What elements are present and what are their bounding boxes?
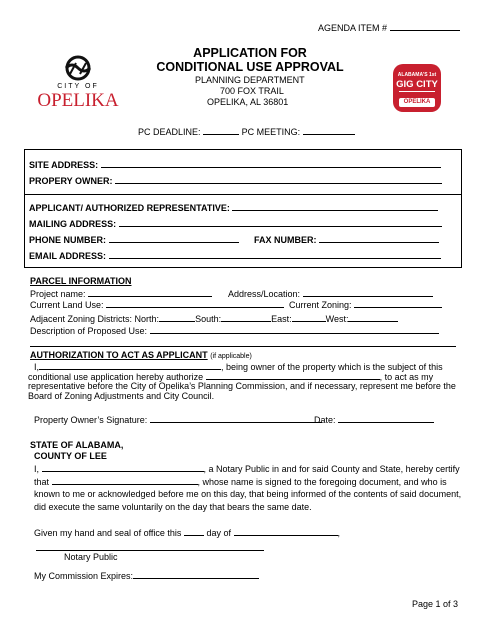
logo-city-of: CITY OF	[57, 83, 99, 90]
fax-number-field[interactable]	[319, 234, 439, 243]
zoning-north-field[interactable]	[159, 313, 195, 322]
page-title-line2: CONDITIONAL USE APPROVAL	[156, 60, 344, 74]
zoning-east-field[interactable]	[292, 313, 326, 322]
proposed-use-field[interactable]	[150, 325, 439, 334]
email-address-field[interactable]	[109, 250, 441, 259]
agenda-item-blank[interactable]	[390, 22, 460, 31]
owner-name-field[interactable]	[39, 361, 221, 370]
commission-expires-row: My Commission Expires:	[34, 570, 259, 582]
zoning-west-field[interactable]	[348, 313, 398, 322]
project-name-field[interactable]	[88, 288, 212, 297]
page-title-line1: APPLICATION FOR	[193, 46, 307, 60]
email-row: EMAIL ADDRESS:	[29, 250, 441, 262]
badge-top-text: ALABAMA'S 1st	[397, 72, 437, 78]
department-name: PLANNING DEPARTMENT	[195, 75, 305, 85]
site-address-row: SITE ADDRESS:	[29, 159, 441, 171]
gig-city-badge	[393, 64, 441, 112]
page-number: Page 1 of 3	[412, 599, 459, 609]
project-name-row: Project name:	[30, 288, 212, 300]
signature-date-field[interactable]	[338, 414, 434, 423]
given-month-year-field[interactable]	[234, 527, 338, 536]
authorization-line1: I, , being owner of the property which is the subject of this	[34, 362, 443, 372]
pc-deadline-field[interactable]	[203, 126, 239, 135]
pc-meeting-field[interactable]	[303, 126, 355, 135]
signer-name-field[interactable]	[52, 476, 198, 485]
notary-signature-line[interactable]	[36, 550, 264, 551]
authorization-line3: representative before the City of Opelika’s Planning Commission, and if necessary, represent me before the	[28, 381, 456, 391]
site-address-field[interactable]	[101, 159, 441, 168]
address-location-field[interactable]	[303, 288, 433, 297]
authorization-line4: Board of Zoning Adjustments and City Council.	[28, 391, 215, 401]
phone-row: PHONE NUMBER:	[29, 234, 239, 246]
notary-line3: known to me or acknowledged before me on this day, that being informed of the contents of said document,	[34, 489, 462, 499]
mailing-address-field[interactable]	[119, 218, 442, 227]
badge-gig-city-text: GIG CITY	[396, 79, 438, 90]
notary-state: STATE OF ALABAMA,	[30, 440, 124, 450]
notary-county: COUNTY OF LEE	[34, 451, 107, 461]
notary-line2: that , whose name is signed to the foregoing document, and who is	[34, 477, 447, 487]
mailing-address-row: MAILING ADDRESS:	[29, 218, 442, 230]
owner-signature-field[interactable]	[150, 414, 322, 423]
property-owner-row: PROPERY OWNER:	[29, 175, 442, 187]
owner-signature-row: Property Owner’s Signature:	[34, 414, 322, 426]
agenda-item-label: AGENDA ITEM #	[318, 22, 460, 34]
applicant-row: APPLICANT/ AUTHORIZED REPRESENTATIVE:	[29, 202, 438, 214]
site-owner-box	[24, 149, 462, 195]
fax-row: FAX NUMBER:	[254, 234, 439, 246]
authorization-line2: conditional use application hereby authorize , to act as my	[28, 372, 434, 382]
proposed-use-continuation-line[interactable]	[30, 346, 456, 347]
notary-line4: did execute the same voluntarily on the day that bears the same date.	[34, 502, 312, 512]
current-land-use-row: Current Land Use:	[30, 299, 284, 311]
signature-date-row: Date:	[314, 414, 434, 426]
parcel-heading: PARCEL INFORMATION	[30, 276, 132, 286]
current-zoning-row: Current Zoning:	[289, 299, 442, 311]
given-hand-row: Given my hand and seal of office this day of ,	[34, 528, 341, 538]
adjacent-zoning-row: Adjacent Zoning Districts: North: South: East: West:	[30, 313, 398, 325]
notary-line1: I, , a Notary Public in and for said County and State, hereby certify	[34, 464, 460, 474]
department-address: 700 FOX TRAIL	[220, 86, 284, 96]
badge-opelika-text: OPELIKA	[399, 98, 435, 107]
zoning-south-field[interactable]	[221, 313, 271, 322]
current-land-use-field[interactable]	[106, 299, 284, 308]
commission-expires-field[interactable]	[133, 570, 259, 579]
authorization-note: (if applicable)	[210, 353, 252, 360]
authorized-rep-field[interactable]	[206, 371, 380, 380]
current-zoning-field[interactable]	[354, 299, 442, 308]
notary-name-field[interactable]	[42, 463, 204, 472]
pc-dates-line: PC DEADLINE: PC MEETING:	[138, 126, 355, 138]
proposed-use-row: Description of Proposed Use:	[30, 325, 439, 337]
notary-public-label: Notary Public	[64, 552, 118, 562]
badge-skyline-icon	[399, 91, 435, 97]
applicant-field[interactable]	[232, 202, 438, 211]
address-location-row: Address/Location:	[228, 288, 433, 300]
logo-opelika-wordmark: OPELIKA	[37, 90, 119, 111]
property-owner-field[interactable]	[115, 175, 442, 184]
given-day-field[interactable]	[184, 527, 204, 536]
department-city: OPELIKA, AL 36801	[207, 97, 289, 107]
phone-number-field[interactable]	[109, 234, 239, 243]
authorization-heading: AUTHORIZATION TO ACT AS APPLICANT	[30, 350, 208, 360]
